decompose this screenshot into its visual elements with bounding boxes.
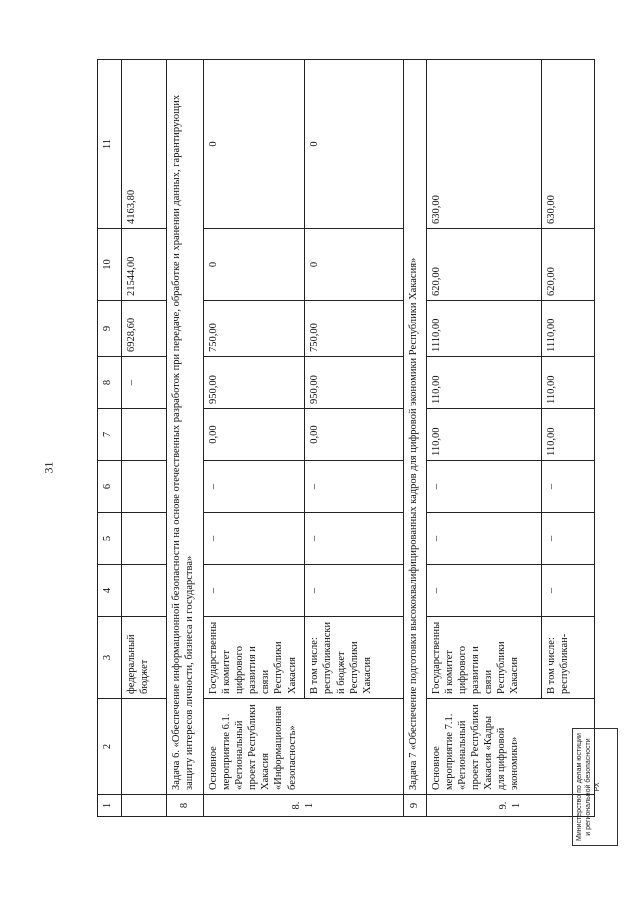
table-cell: 620,00 [541,229,594,301]
task-heading: Задача 6. «Обеспечение информационной безопасности на основе отечественных разработок при передаче, обработке и хранении данных, гарантирующих защиту интересов личности, бизнеса и государства» [166,60,203,795]
event-name: Основное мероприятие 7.1. «Региональный проект Республики Хакасия «Кадры для цифровой экономики» [426,699,595,795]
header-cell: 5 [98,513,122,565]
table-cell: – [426,461,541,513]
table-cell: 630,00 [541,60,594,229]
table-cell: – [541,513,594,565]
row-number: 9.1 [426,795,595,817]
table-cell: 950,00 [305,357,404,409]
table-cell: 110,00 [541,357,594,409]
table-cell: 0,00 [203,409,305,461]
table-cell: 21544,00 [121,229,166,301]
header-cell: 10 [98,229,122,301]
header-cell: 7 [98,409,122,461]
table-cell [121,461,166,513]
executor-cell: Государственный комитет цифрового развития и связи Республики Хакасия [203,617,305,699]
registration-stamp [572,728,618,846]
table-cell: 6928,60 [121,301,166,357]
header-cell: 6 [98,461,122,513]
table-row-event-6-1 [203,60,305,817]
row-number: 9 [403,795,426,817]
table-cell [121,513,166,565]
table-cell [121,409,166,461]
header-cell: 2 [98,699,122,795]
header-cell: 1 [98,795,122,817]
table-cell: 950,00 [203,357,305,409]
table-cell: – [203,461,305,513]
table-row-event-7-1 [426,60,541,817]
executor-cell: Государственный комитет цифрового развития и связи Республики Хакасия [426,617,541,699]
table-row-task-6 [166,60,203,817]
table-cell: 0 [203,60,305,229]
stamp-text: Министерство по делам юстиции и региональной безопасности РХ [576,733,601,841]
table-row-task-7 [403,60,426,817]
table-row-federal-budget [121,60,166,817]
table-cell: – [305,513,404,565]
row-number: 8.1 [203,795,403,817]
table-cell: – [203,565,305,617]
table-cell: 0 [305,60,404,229]
table-cell: – [305,565,404,617]
table-cell: федеральный бюджет [121,617,166,699]
row-number: 8 [166,795,203,817]
table-cell [121,565,166,617]
table-cell: – [305,461,404,513]
table-cell: 1110,00 [426,301,541,357]
table-cell: 620,00 [426,229,541,301]
header-cell: 11 [98,60,122,229]
table-cell [121,795,166,817]
table-cell: 110,00 [426,409,541,461]
task-heading: Задача 7 «Обеспечение подготовки высококвалифицированных кадров для цифровой экономики Республики Хакасия» [403,60,426,795]
budget-table-container [97,60,595,817]
header-cell: 9 [98,301,122,357]
table-cell: 630,00 [426,60,541,229]
table-cell: 4163,80 [121,60,166,229]
page-number: 31 [41,461,56,474]
event-name: Основное мероприятие 6.1. «Региональный проект Республики Хакасия «Информационная безопасность» [203,699,403,795]
header-cell: 8 [98,357,122,409]
table-cell: – [541,565,594,617]
table-cell: – [426,565,541,617]
table-cell: – [541,461,594,513]
table-cell: 0 [305,229,404,301]
table-cell: 750,00 [203,301,305,357]
executor-cell: В том числе: республикан- [541,617,594,699]
header-cell: 4 [98,565,122,617]
table-cell: 0 [203,229,305,301]
table-cell: 1110,00 [541,301,594,357]
header-cell: 3 [98,617,122,699]
header-row [98,60,122,817]
table-cell: 110,00 [541,409,594,461]
table-cell: – [426,513,541,565]
table-cell: 110,00 [426,357,541,409]
table-cell: 750,00 [305,301,404,357]
table-cell: 0,00 [305,409,404,461]
table-cell: – [203,513,305,565]
table-cell [121,699,166,795]
executor-cell: В том числе: республиканский бюджет Республики Хакасия [305,617,404,699]
table-cell: – [121,357,166,409]
budget-table [97,59,595,817]
